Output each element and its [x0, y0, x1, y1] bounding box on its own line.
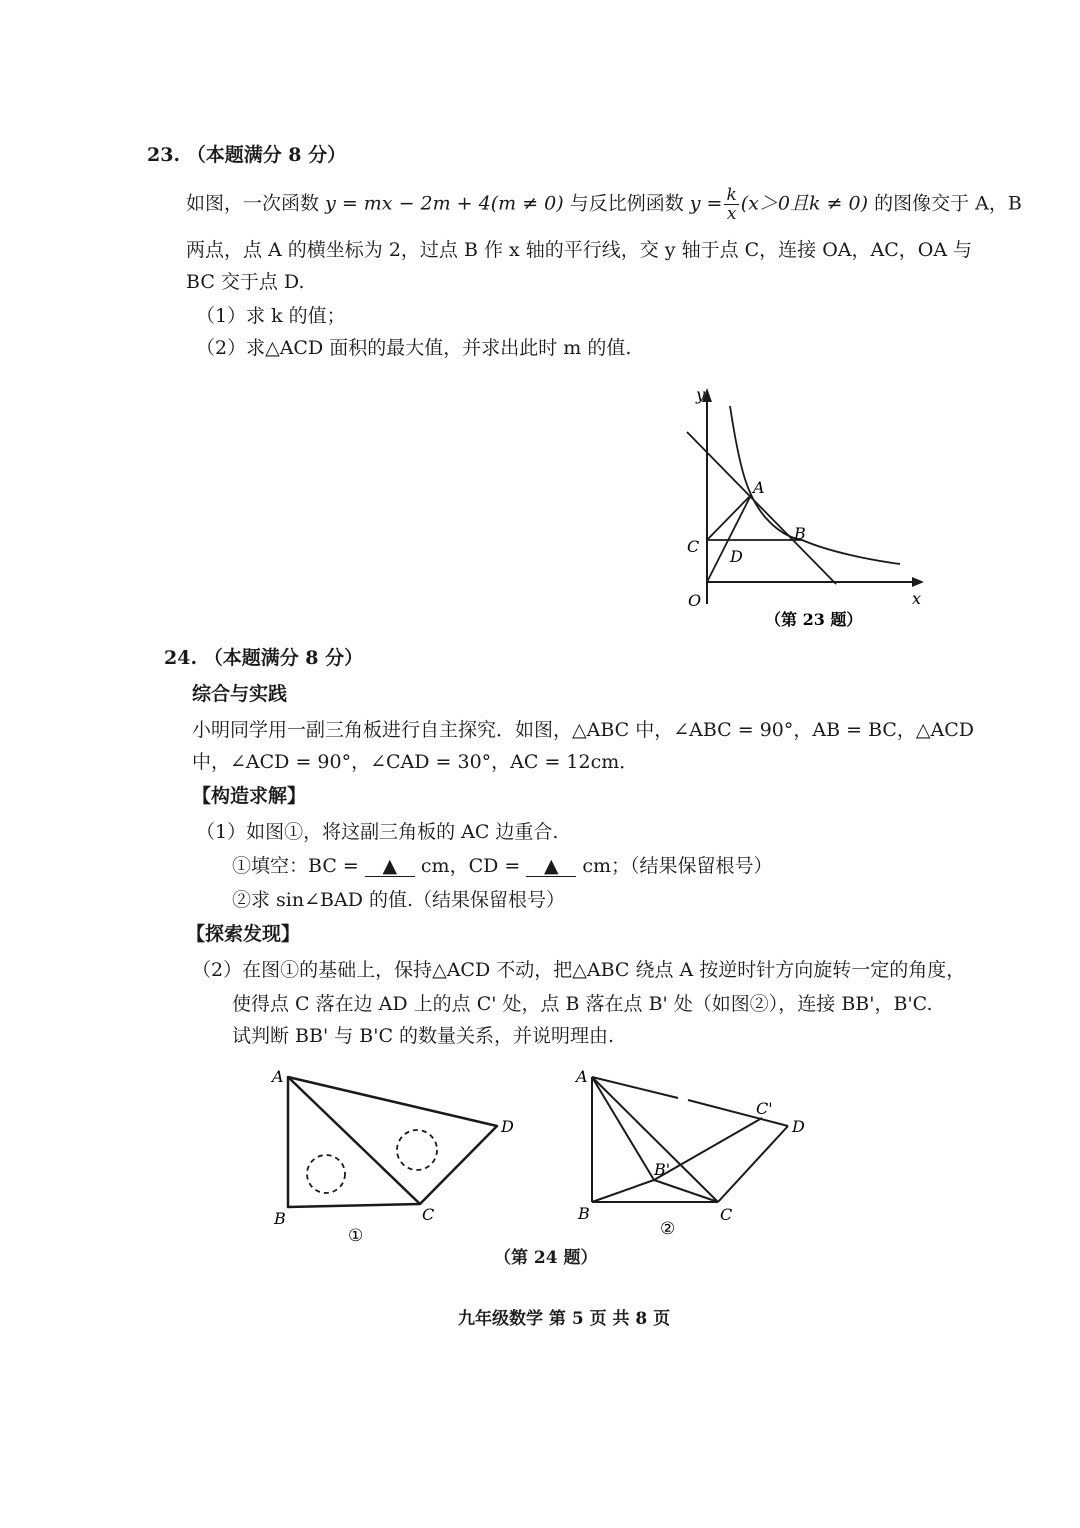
page-footer: 九年级数学 第 5 页 共 8 页 — [458, 1309, 671, 1329]
q23-text: 如图，一次函数 — [186, 192, 320, 215]
label-c-prime: C' — [756, 1099, 773, 1118]
q23-header — [147, 141, 346, 169]
linear-function-line — [687, 432, 836, 584]
figure-1-number: ① — [348, 1226, 364, 1246]
q23-points: （本题满分 8 分） — [186, 144, 347, 166]
label-c: C — [720, 1205, 733, 1224]
label-b: B — [578, 1204, 590, 1223]
q24-figure-1 — [260, 1062, 530, 1252]
label-a: A — [272, 1067, 284, 1086]
fraction-numerator: k — [726, 185, 737, 205]
q23-number: 23. — [147, 144, 181, 166]
q24-part2-line1: （2）在图①的基础上，保持△ACD 不动，把△ABC 绕点 A 按逆时针方向旋转一定的角度， — [192, 959, 966, 981]
q23-line2: 两点，点 A 的横坐标为 2，过点 B 作 x 轴的平行线，交 y 轴于点 C，连接 OA，AC，OA 与 — [186, 239, 973, 261]
q24-points: （本题满分 8 分） — [203, 647, 364, 669]
quadrilateral-abcd — [288, 1077, 497, 1207]
label-a: A — [576, 1067, 588, 1086]
q24-intro1: 小明同学用一副三角板进行自主探究．如图，△ABC 中，∠ABC = 90°，AB = BC，△ACD — [192, 719, 975, 741]
fill-text: cm；（结果保留根号） — [582, 855, 773, 877]
dashed-circle-hole — [307, 1155, 345, 1193]
q24-number: 24. — [164, 647, 198, 669]
q23-caption: （第 23 题） — [765, 610, 863, 629]
label-d: D — [730, 547, 743, 566]
q24-part1-2: ②求 sin∠BAD 的值.（结果保留根号） — [232, 889, 566, 911]
label-c: C — [687, 537, 700, 556]
q23-fraction — [724, 186, 738, 223]
q24-part2-line3: 试判断 BB' 与 B'C 的数量关系，并说明理由. — [232, 1025, 615, 1047]
label-b: B — [274, 1209, 286, 1228]
label-b-prime: B' — [654, 1160, 671, 1179]
q24-heading-explore: 【探索发现】 — [186, 923, 301, 945]
segment-bb-prime — [592, 1180, 654, 1202]
q24-caption: （第 24 题） — [494, 1248, 598, 1268]
q24-header — [164, 644, 363, 672]
q24-part2-line2: 使得点 C 落在边 AD 上的点 C' 处，点 B 落在点 B' 处（如图②），连接 BB'，B'C. — [232, 993, 933, 1015]
q24-part1-fill — [232, 852, 773, 880]
label-d: D — [501, 1117, 514, 1136]
q24-heading-construct: 【构造求解】 — [192, 785, 307, 807]
q23-linear-equation: y = mx − 2m + 4(m ≠ 0) — [325, 192, 564, 215]
label-b: B — [794, 524, 806, 543]
q23-figure — [660, 382, 940, 632]
q23-eq2-condition: (x＞0且k ≠ 0) — [740, 192, 869, 215]
fill-text: ①填空：BC = — [232, 855, 359, 877]
q23-line3: BC 交于点 D. — [186, 271, 305, 293]
dashed-circle-hole — [397, 1130, 437, 1170]
label-y: y — [696, 385, 706, 404]
q23-part2: （2）求△ACD 面积的最大值，并求出此时 m 的值. — [196, 337, 632, 359]
answer-blank-bc: ▲ — [365, 856, 415, 877]
answer-blank-cd: ▲ — [526, 856, 576, 877]
segment-oa — [707, 495, 751, 582]
segment-b-prime-c — [654, 1180, 718, 1202]
label-c: C — [422, 1205, 435, 1224]
q24-section-title: 综合与实践 — [192, 683, 288, 705]
label-o: O — [688, 591, 702, 610]
label-a: A — [753, 478, 765, 497]
segment-ac — [707, 495, 751, 540]
q23-part1: （1）求 k 的值； — [196, 305, 346, 327]
label-d: D — [792, 1117, 805, 1136]
q23-text: 的图像交于 A，B — [874, 192, 1022, 215]
label-x: x — [912, 589, 922, 608]
figure-2-number: ② — [660, 1219, 676, 1239]
fill-text: cm，CD = — [420, 855, 521, 877]
q23-line1 — [186, 186, 1022, 223]
segment-ad-part — [688, 1100, 788, 1126]
fraction-denominator: x — [726, 204, 737, 224]
q24-intro2: 中，∠ACD = 90°，∠CAD = 30°，AC = 12cm． — [192, 751, 639, 773]
q23-text: 与反比例函数 — [569, 192, 684, 215]
segment-ad-part — [592, 1077, 678, 1098]
q24-part1: （1）如图①，将这副三角板的 AC 边重合. — [196, 821, 559, 843]
q23-eq2-y: y = — [689, 192, 723, 215]
q24-figure-2 — [570, 1062, 830, 1252]
segment-ac — [592, 1077, 718, 1202]
x-axis-arrow-icon — [912, 577, 924, 587]
